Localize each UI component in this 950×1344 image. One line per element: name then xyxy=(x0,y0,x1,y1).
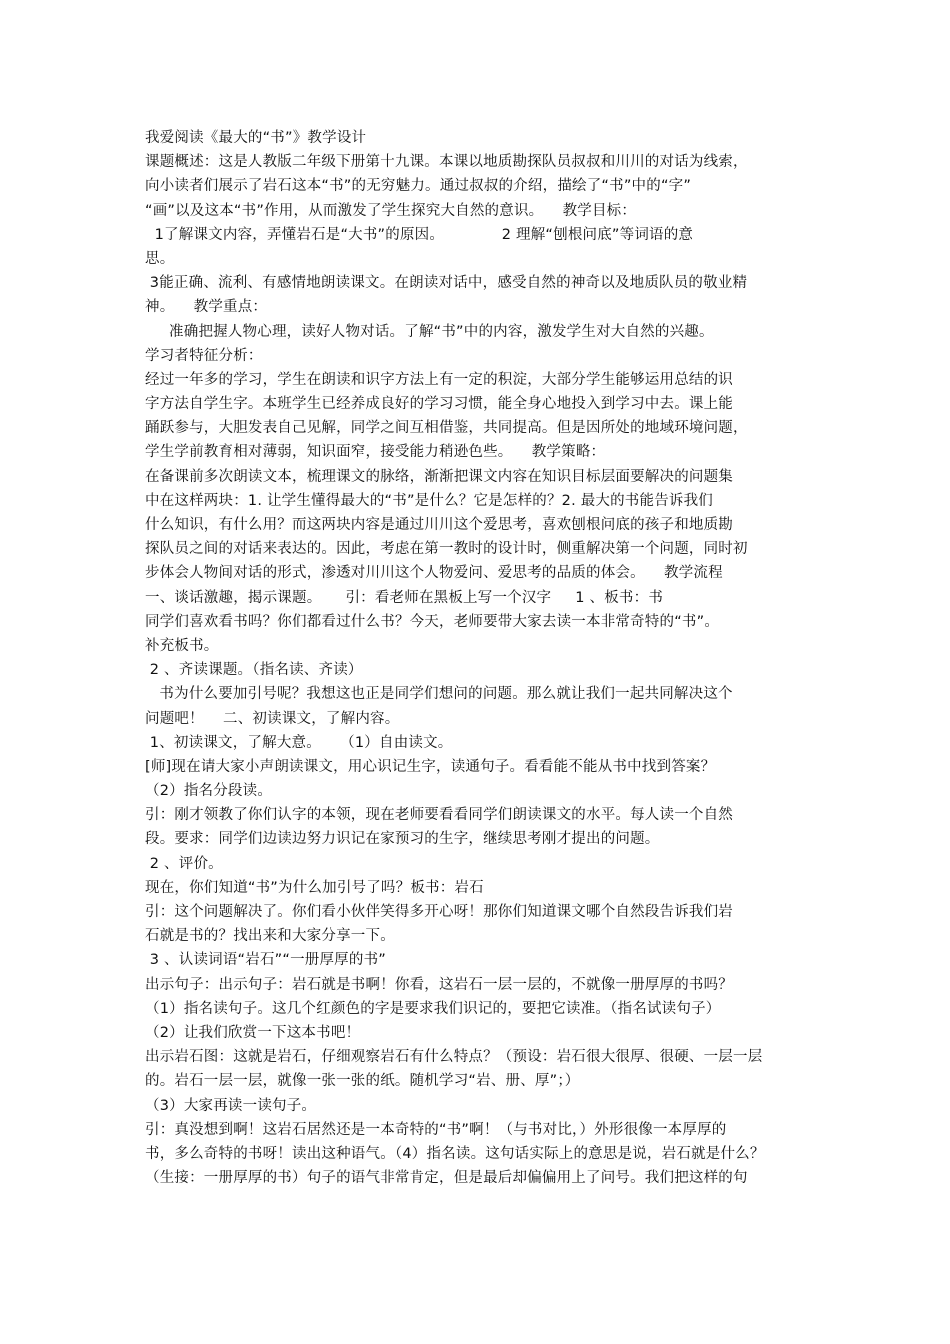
text-line: 补充板书。 xyxy=(145,637,219,654)
text-line: （3）大家再读一读句子。 xyxy=(145,1097,317,1114)
text-line: 引：真没想到啊！这岩石居然还是一本奇特的“书”啊！（与书对比，）外形很像一本厚厚的 xyxy=(145,1121,727,1138)
text-line: 石就是书的？找出来和大家分享一下。 xyxy=(145,928,395,945)
text-line: 书为什么要加引号呢？我想这也正是同学们想问的问题。那么就让我们一起共同解决这个 xyxy=(145,686,733,703)
text-line: 中在这样两块：1. 让学生懂得最大的“书”是什么？它是怎样的？2. 最大的书能告诉我们 xyxy=(145,492,714,509)
text-line: 什么知识，有什么用？而这两块内容是通过川川这个爱思考，喜欢刨根问底的孩子和地质勘 xyxy=(145,517,733,533)
text-line: 准确把握人物心理，读好人物对话。了解“书”中的内容，激发学生对大自然的兴趣。 xyxy=(145,323,714,340)
text-line: 问题吧！ 二、初读课文，了解内容。 xyxy=(145,710,400,727)
text-line: 探队员之间的对话来表达的。因此，考虑在第一教时的设计时，侧重解决第一个问题，同时初 xyxy=(145,541,748,558)
text-line: 学习者特征分析： xyxy=(145,347,263,364)
text-line: 2 、评价。 xyxy=(145,855,223,872)
text-line: 出示句子：出示句子：岩石就是书啊！你看，这岩石一层一层的，不就像一册厚厚的书吗？ xyxy=(145,976,733,993)
text-line: 引：这个问题解决了。你们看小伙伴笑得多开心呀！那你们知道课文哪个自然段告诉我们岩 xyxy=(145,904,733,920)
text-line: 神。 教学重点： xyxy=(145,299,268,316)
text-line: 3能正确、流利、有感情地朗读课文。在朗读对话中，感受自然的神奇以及地质队员的敬业精 xyxy=(145,275,748,292)
text-line: 书，多么奇特的书呀！读出这种语气。（4）指名读。这句话实际上的意思是说，岩石就是什么？ xyxy=(145,1145,765,1162)
text-line: 在备课前多次朗读文本，梳理课文的脉络，渐渐把课文内容在知识目标层面要解决的问题集 xyxy=(145,468,733,485)
document-body xyxy=(145,126,830,1190)
text-line: 思。 xyxy=(145,250,175,267)
text-line: 段。要求：同学们边读边努力识记在家预习的生字，继续思考刚才提出的问题。 xyxy=(145,831,660,848)
text-line: 1、初读课文，了解大意。 （1）自由读文。 xyxy=(145,734,453,751)
text-line: 字方法自学生字。本班学生已经养成良好的学习习惯，能全身心地投入到学习中去。课上能 xyxy=(145,396,733,413)
text-line: 步体会人物间对话的形式，渗透对川川这个人物爱问、爱思考的品质的体会。 教学流程 xyxy=(145,565,723,582)
text-line: 出示岩石图：这就是岩石，仔细观察岩石有什么特点？（预设：岩石很大很厚、很硬、一层一层 xyxy=(145,1049,763,1066)
text-line: “画”以及这本“书”作用，从而激发了学生探究大自然的意识。 教学目标： xyxy=(145,202,637,219)
text-line: 现在，你们知道“书”为什么加引号了吗？板书：岩石 xyxy=(145,879,484,896)
document-title: 我爱阅读《最大的“书”》教学设计 xyxy=(145,130,367,146)
text-line: （2）指名分段读。 xyxy=(145,783,273,800)
text-line: 课题概述：这是人教版二年级下册第十九课。本课以地质勘探队员叔叔和川川的对话为线索， xyxy=(145,154,748,171)
text-line: 学生学前教育相对薄弱，知识面窄，接受能力稍逊色些。 教学策略： xyxy=(145,444,606,461)
text-line: 的。岩石一层一层，就像一张一张的纸。随机学习“岩、册、厚”；） xyxy=(145,1073,580,1090)
text-line: 引：刚才领教了你们认字的本领，现在老师要看看同学们朗读课文的水平。每人读一个自然 xyxy=(145,807,733,824)
text-line: 踊跃参与，大胆发表自己见解，同学之间互相借鉴，共同提高。但是因所处的地域环境问题， xyxy=(145,420,748,437)
text-line: 向小读者们展示了岩石这本“书”的无穷魅力。通过叔叔的介绍，描绘了“书”中的“字” xyxy=(145,178,692,195)
text-line: 2 、齐读课题。（指名读、齐读） xyxy=(145,662,363,679)
text-line: （2）让我们欣赏一下这本书吧！ xyxy=(145,1024,361,1041)
text-line: 1了解课文内容，弄懂岩石是“大书”的原因。 2 理解“刨根问底”等词语的意 xyxy=(145,226,694,243)
text-line: （生接：一册厚厚的书）句子的语气非常肯定，但是最后却偏偏用上了问号。我们把这样的句 xyxy=(145,1170,748,1187)
text-line: 3 、认读词语“岩石”“一册厚厚的书” xyxy=(145,952,386,969)
text-line: 一、谈话激趣，揭示课题。 引：看老师在黑板上写一个汉字 1 、板书：书 xyxy=(145,589,664,606)
text-line: [师]现在请大家小声朗读课文，用心识记生字，读通句子。看看能不能从书中找到答案？ xyxy=(145,758,716,775)
text-line: （1）指名读句子。这几个红颜色的字是要求我们识记的，要把它读准。（指名试读句子） xyxy=(145,1000,721,1017)
text-line: 经过一年多的学习，学生在朗读和识字方法上有一定的积淀，大部分学生能够运用总结的识 xyxy=(145,371,733,388)
text-line: 同学们喜欢看书吗？你们都看过什么书？今天，老师要带大家去读一本非常奇特的“书”。 xyxy=(145,613,720,630)
